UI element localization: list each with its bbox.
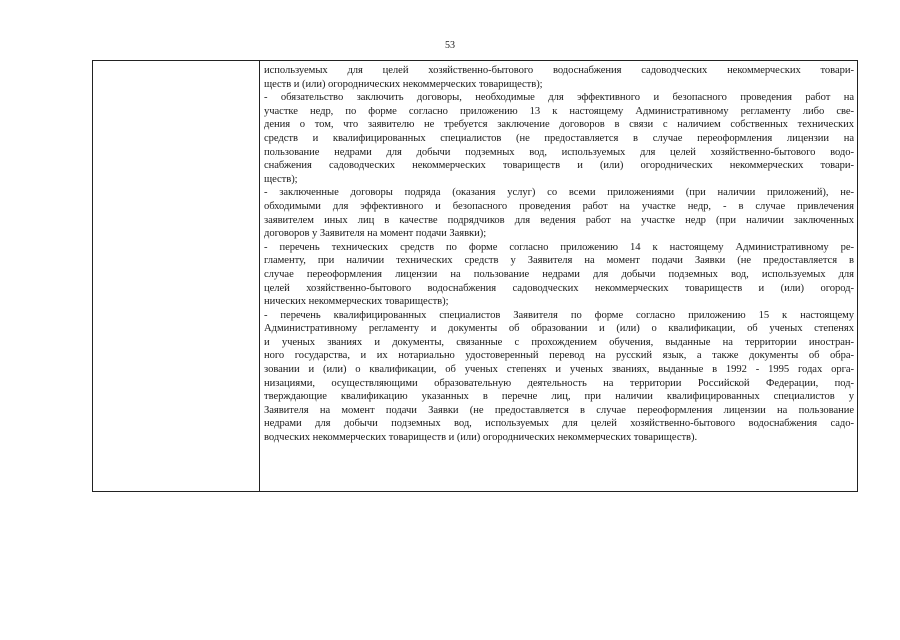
text-line: ного государства, и их нотариально удостоверенный перевод на русский язык, а также документы об обра- (264, 350, 854, 362)
text-line: водческих некоммерческих товариществ и (или) огороднических некоммерческих товариществ). (264, 432, 698, 444)
text-line: гламенту, при наличии технических средств у Заявителя на момент подачи Заявки (не предоставляется в (264, 255, 854, 267)
text-line: и ученых званиях и документы, связанные с прохождением обучения, выданные на территории иностран- (264, 336, 854, 348)
text-line: ществ); (264, 173, 298, 185)
text-line: заявителем иных лиц в качестве подрядчиков для ведения работ на участке недр (при наличии заключенных (264, 214, 854, 226)
text-line: Заявителя на момент подачи Заявки (не предоставляется в случае переоформления лицензии на пользование (264, 404, 854, 416)
text-line: используемых для целей хозяйственно-бытового водоснабжения садоводческих некоммерческих товари- (264, 65, 854, 76)
document-table (92, 60, 858, 492)
table-row (93, 61, 858, 492)
text-line: тверждающие квалификацию указанных в перечне лиц, при наличии квалифицированных специалистов у (264, 391, 854, 403)
text-line: Административному регламенту и документы об образовании и (или) о квалификации, об ученых степенях (264, 323, 854, 335)
page-number: 53 (445, 40, 455, 51)
text-line: участке недр, по форме согласно приложению 13 к настоящему Административному регламенту либо све- (264, 105, 854, 117)
text-line: зовании и (или) о квалификации, об ученых степенях и ученых званиях, выданные в 1992 - 1995 годах орга- (264, 364, 854, 376)
text-line: - перечень технических средств по форме согласно приложению 14 к настоящему Административному ре- (264, 241, 854, 253)
text-line: ществ и (или) огороднических некоммерческих товариществ); (264, 78, 543, 90)
text-line: нических некоммерческих товариществ); (264, 296, 449, 308)
text-line: дения о том, что заявителю не требуется заключение договоров в связи с наличием собственных технических (264, 119, 854, 131)
requirements-text (260, 61, 857, 445)
text-line: договоров у Заявителя на момент подачи Заявки); (264, 228, 487, 240)
text-line: - заключенные договоры подряда (оказания услуг) со всеми приложениями (при наличии приложений), не- (264, 187, 854, 199)
text-line: - обязательство заключить договоры, необходимые для эффективного и безопасного проведения работ на (264, 92, 854, 104)
text-line: пользование недрами для добычи подземных вод, используемых для целей хозяйственно-бытового водо- (264, 146, 854, 158)
text-line: низациями, осуществляющими образовательную деятельность на территории Российской Федерации, под- (264, 377, 854, 389)
text-line: - перечень квалифицированных специалистов Заявителя по форме согласно приложению 15 к настоящему (264, 309, 854, 321)
text-line: случае переоформления лицензии на пользование недрами для добычи подземных вод, используемых для (264, 268, 854, 280)
table-cell-right (260, 61, 858, 492)
text-line: недрами для добычи подземных вод, используемых для целей хозяйственно-бытового водоснабжения садо- (264, 418, 854, 430)
text-line: средств и квалифицированных специалистов (не предоставляется в случае переоформления лицензии на (264, 132, 854, 144)
text-line: снабжения садоводческих некоммерческих товариществ и (или) огороднических некоммерческих товари- (264, 160, 854, 172)
text-line: обходимыми для эффективного и безопасного проведения работ на участке недр, - в случае привлечения (264, 200, 854, 212)
table-cell-left (93, 61, 260, 492)
text-line: целей хозяйственно-бытового водоснабжения садоводческих некоммерческих товариществ и (или) огород- (264, 282, 854, 294)
